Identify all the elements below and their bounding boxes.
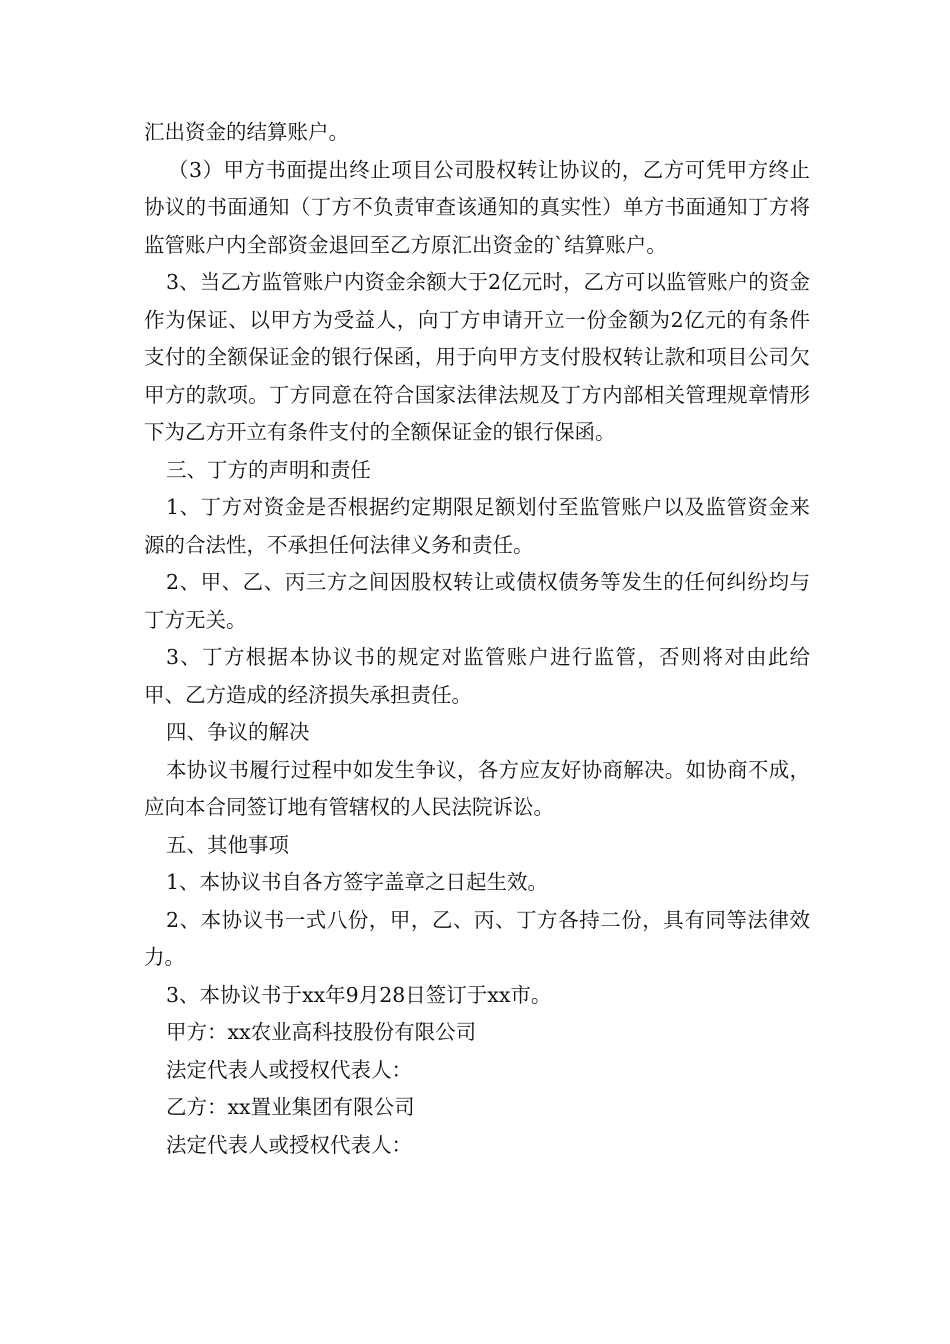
party-b-representative: 法定代表人或授权代表人：: [166, 1132, 412, 1157]
document-body: [144, 114, 810, 1164]
paragraph-section5-item2: 2、本协议书一式八份，甲，乙、丙、丁方各持二份，具有同等法律效力。: [144, 907, 810, 969]
party-b-name: 乙方：xx置业集团有限公司: [166, 1095, 415, 1119]
section-heading-5: 五、其他事项: [166, 832, 289, 857]
paragraph-dispute-resolution: 本协议书履行过程中如发生争议，各方应友好协商解决。如协商不成，应向本合同签订地有管辖权的人民法院诉讼。: [144, 757, 810, 819]
section-heading-3: 三、丁方的声明和责任: [166, 457, 371, 482]
party-a-representative: 法定代表人或授权代表人：: [166, 1057, 412, 1082]
paragraph-clause-3-termination: （3）甲方书面提出终止项目公司股权转让协议的，乙方可凭甲方终止协议的书面通知（丁方不负责审查该通知的真实性）单方书面通知丁方将监管账户内全部资金退回至乙方原汇出资金的`结算账户。: [144, 157, 810, 257]
paragraph-continuation: 汇出资金的结算账户。: [144, 120, 349, 144]
party-a-name: 甲方：xx农业高科技股份有限公司: [166, 1020, 477, 1044]
paragraph-clause-3-guarantee: 3、当乙方监管账户内资金余额大于2亿元时，乙方可以监管账户的资金作为保证、以甲方为受益人，向丁方申请开立一份金额为2亿元的有条件支付的全额保证金的银行保函，用于向甲方支付股权转让款和项目公司欠甲方的款项。丁方同意在符合国家法律法规及丁方内部相关管理规章情形下为乙方开立有条件支付的全额保证金的银行保函。: [144, 270, 810, 444]
paragraph-section3-item3: 3、丁方根据本协议书的规定对监管账户进行监管，否则将对由此给甲、乙方造成的经济损失承担责任。: [144, 645, 810, 707]
section-heading-4: 四、争议的解决: [166, 720, 310, 744]
paragraph-section5-item3: 3、本协议书于xx年9月28日签订于xx市。: [166, 982, 552, 1007]
paragraph-section5-item1: 1、本协议书自各方签字盖章之日起生效。: [166, 870, 549, 894]
paragraph-section3-item1: 1、丁方对资金是否根据约定期限足额划付至监管账户以及监管资金来源的合法性，不承担任何法律义务和责任。: [144, 495, 810, 557]
paragraph-section3-item2: 2、甲、乙、丙三方之间因股权转让或债权债务等发生的任何纠纷均与丁方无关。: [144, 570, 810, 632]
